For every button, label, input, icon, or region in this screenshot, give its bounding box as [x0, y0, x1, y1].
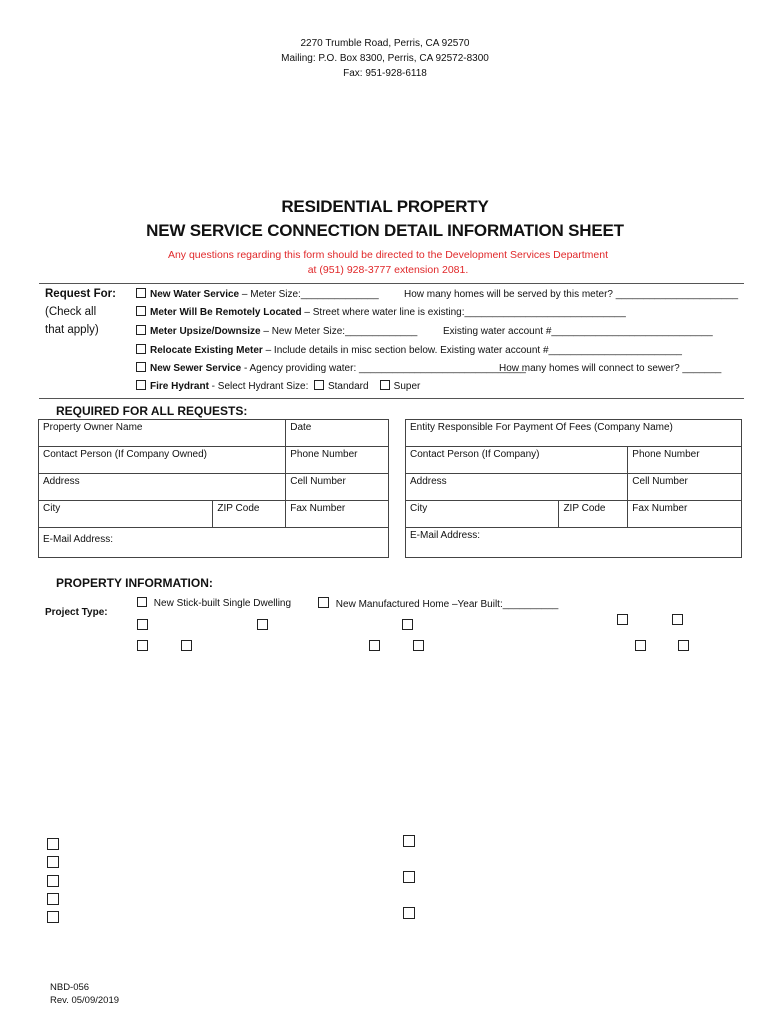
misc-option-checkbox[interactable] [403, 907, 415, 919]
form-code: NBD-056 [50, 982, 90, 993]
check-all-label: (Check all [45, 306, 97, 318]
title-line-1: RESIDENTIAL PROPERTY [281, 197, 489, 216]
zip-left-field[interactable]: ZIP Code [213, 501, 286, 528]
address-left-field[interactable]: Address [39, 474, 286, 501]
misc-option-checkbox[interactable] [47, 875, 59, 887]
address-right-field[interactable]: Address [406, 474, 628, 501]
super-hydrant-checkbox[interactable] [380, 380, 390, 390]
project-option-checkbox[interactable] [635, 640, 646, 651]
fax-right-field[interactable]: Fax Number [628, 501, 742, 528]
date-field[interactable]: Date [286, 420, 389, 447]
request-bottom-rule [39, 398, 744, 399]
new-sewer-checkbox[interactable] [136, 362, 146, 372]
project-option-checkbox[interactable] [181, 640, 192, 651]
stick-built-label: New Stick-built Single Dwelling [153, 598, 292, 609]
remote-street-field[interactable]: – Street where water line is existing:_____________________________ [301, 307, 626, 318]
water-agency-field[interactable]: - Agency providing water: ______________________________ [241, 363, 526, 374]
relocate-meter-row [136, 344, 682, 357]
notice-line-1: Any questions regarding this form should be directed to the Development Services Department [167, 249, 609, 261]
contact-person-left-field[interactable]: Contact Person (If Company Owned) [39, 447, 286, 474]
required-heading: REQUIRED FOR ALL REQUESTS: [56, 404, 248, 418]
owner-info-table [38, 419, 389, 558]
project-type-label: Project Type: [45, 607, 108, 618]
mailing-line: Mailing: P.O. Box 8300, Perris, CA 92572-8300 [281, 53, 489, 64]
misc-option-checkbox[interactable] [47, 911, 59, 923]
water-homes-field[interactable]: How many homes will be served by this meter? ______________________ [404, 289, 739, 300]
request-top-rule [39, 283, 744, 284]
project-option-checkbox[interactable] [257, 619, 268, 630]
misc-option-checkbox[interactable] [47, 838, 59, 850]
remote-meter-row [136, 306, 626, 319]
project-option-checkbox[interactable] [137, 640, 148, 651]
project-option-checkbox[interactable] [137, 619, 148, 630]
meter-upsize-checkbox[interactable] [136, 325, 146, 335]
meter-upsize-row [136, 325, 417, 338]
super-hydrant-label: Super [393, 381, 421, 392]
email-right-field[interactable]: E-Mail Address: [406, 528, 742, 558]
stick-built-checkbox[interactable] [137, 597, 147, 607]
relocate-account-field[interactable]: – Include details in misc section below. Existing water account #________________________ [262, 345, 682, 356]
meter-upsize-label: Meter Upsize/Downsize [150, 326, 261, 337]
new-water-service-label: New Water Service [150, 289, 240, 300]
cell-right-field[interactable]: Cell Number [628, 474, 742, 501]
phone-right-field[interactable]: Phone Number [628, 447, 742, 474]
manufactured-row [318, 597, 558, 611]
standard-hydrant-checkbox[interactable] [314, 380, 324, 390]
project-option-checkbox[interactable] [369, 640, 380, 651]
manufactured-checkbox[interactable] [318, 597, 329, 608]
misc-option-checkbox[interactable] [403, 871, 415, 883]
notice-line-2: at (951) 928-3777 extension 2081. [307, 264, 469, 276]
that-apply-label: that apply) [45, 324, 99, 336]
project-option-checkbox[interactable] [672, 614, 683, 625]
fax-left-field[interactable]: Fax Number [286, 501, 389, 528]
new-sewer-row [136, 362, 526, 375]
cell-left-field[interactable]: Cell Number [286, 474, 389, 501]
remote-meter-checkbox[interactable] [136, 306, 146, 316]
phone-left-field[interactable]: Phone Number [286, 447, 389, 474]
project-option-checkbox[interactable] [402, 619, 413, 630]
existing-account-field[interactable]: Existing water account #_____________________________ [443, 326, 713, 337]
fire-hydrant-checkbox[interactable] [136, 380, 146, 390]
contact-person-right-field[interactable]: Contact Person (If Company) [406, 447, 628, 474]
misc-option-checkbox[interactable] [47, 856, 59, 868]
stick-built-row [137, 597, 291, 610]
project-option-checkbox[interactable] [617, 614, 628, 625]
fire-hydrant-row [136, 380, 420, 393]
relocate-meter-label: Relocate Existing Meter [150, 345, 263, 356]
manufactured-year-field[interactable]: New Manufactured Home –Year Built:__________ [335, 599, 559, 610]
entity-responsible-field[interactable]: Entity Responsible For Payment Of Fees (Company Name) [406, 420, 742, 447]
property-owner-name-field[interactable]: Property Owner Name [39, 420, 286, 447]
project-option-checkbox[interactable] [678, 640, 689, 651]
email-left-field[interactable]: E-Mail Address: [39, 528, 389, 558]
property-heading: PROPERTY INFORMATION: [56, 576, 213, 590]
entity-info-table [405, 419, 742, 558]
zip-right-field[interactable]: ZIP Code [559, 501, 628, 528]
relocate-meter-checkbox[interactable] [136, 344, 146, 354]
request-for-label: Request For: [45, 288, 116, 300]
fax-line: Fax: 951-928-6118 [343, 68, 427, 79]
title-line-2: NEW SERVICE CONNECTION DETAIL INFORMATION SHEET [146, 221, 624, 240]
meter-size-field[interactable]: – Meter Size:______________ [239, 289, 379, 300]
fire-hydrant-label: Fire Hydrant [150, 381, 209, 392]
standard-hydrant-label: Standard [327, 381, 369, 392]
city-left-field[interactable]: City [39, 501, 213, 528]
misc-option-checkbox[interactable] [47, 893, 59, 905]
project-option-checkbox[interactable] [413, 640, 424, 651]
city-right-field[interactable]: City [406, 501, 559, 528]
new-water-service-row [136, 288, 379, 301]
form-revision: Rev. 05/09/2019 [50, 995, 120, 1006]
sewer-homes-field[interactable]: How many homes will connect to sewer? _______ [499, 363, 722, 374]
new-meter-size-field[interactable]: – New Meter Size:_____________ [260, 326, 418, 337]
hydrant-size-label: - Select Hydrant Size: [208, 381, 309, 392]
remote-meter-label: Meter Will Be Remotely Located [150, 307, 302, 318]
new-water-service-checkbox[interactable] [136, 288, 146, 298]
address-line: 2270 Trumble Road, Perris, CA 92570 [300, 38, 470, 49]
new-sewer-label: New Sewer Service [150, 363, 242, 374]
misc-option-checkbox[interactable] [403, 835, 415, 847]
